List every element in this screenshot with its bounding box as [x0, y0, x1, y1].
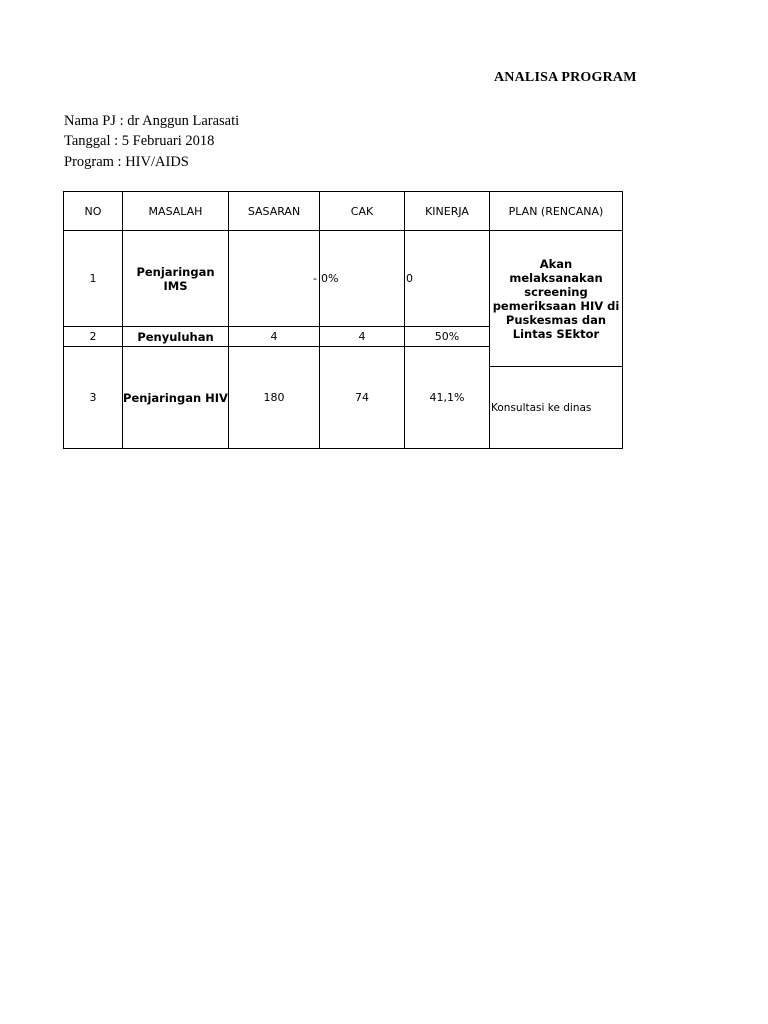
- row-2-kinerja: 50%: [434, 330, 460, 343]
- row-1-masalah: Penjaringan IMS: [136, 264, 215, 293]
- header-masalah: MASALAH: [148, 204, 203, 218]
- header-no: NO: [84, 204, 102, 218]
- row-3-no: 3: [89, 391, 97, 404]
- row-1-sasaran: -: [313, 272, 317, 285]
- row-2-sasaran: 4: [270, 330, 278, 343]
- table-border: [622, 191, 623, 449]
- row-2-no: 2: [89, 330, 97, 343]
- header-plan: PLAN (RENCANA): [508, 204, 604, 218]
- plan-screening: Akan melaksanakan screening pemeriksaan HIV di Puskesmas dan Lintas SEktor: [492, 256, 620, 341]
- row-1-cak: 0%: [321, 272, 339, 285]
- tanggal: Tanggal : 5 Februari 2018: [64, 133, 215, 149]
- header-kinerja: KINERJA: [425, 204, 469, 218]
- row-3-sasaran: 180: [263, 391, 285, 404]
- page-title: ANALISA PROGRAM: [494, 70, 637, 85]
- row-1-kinerja: 0: [406, 272, 413, 285]
- row-2-masalah: Penyuluhan: [137, 329, 214, 344]
- header-cak: CAK: [350, 204, 374, 218]
- header-sasaran: SASARAN: [247, 204, 301, 218]
- table-border: [63, 448, 623, 449]
- row-3-kinerja: 41,1%: [429, 391, 465, 404]
- row-3-masalah: Penjaringan HIV: [123, 390, 228, 405]
- row-2-cak: 4: [358, 330, 366, 343]
- nama-pj: Nama PJ : dr Anggun Larasati: [64, 113, 240, 129]
- row-3-cak: 74: [355, 391, 369, 404]
- plan-konsultasi: Konsultasi ke dinas: [491, 401, 592, 414]
- row-1-no: 1: [89, 272, 97, 285]
- program: Program : HIV/AIDS: [64, 154, 189, 170]
